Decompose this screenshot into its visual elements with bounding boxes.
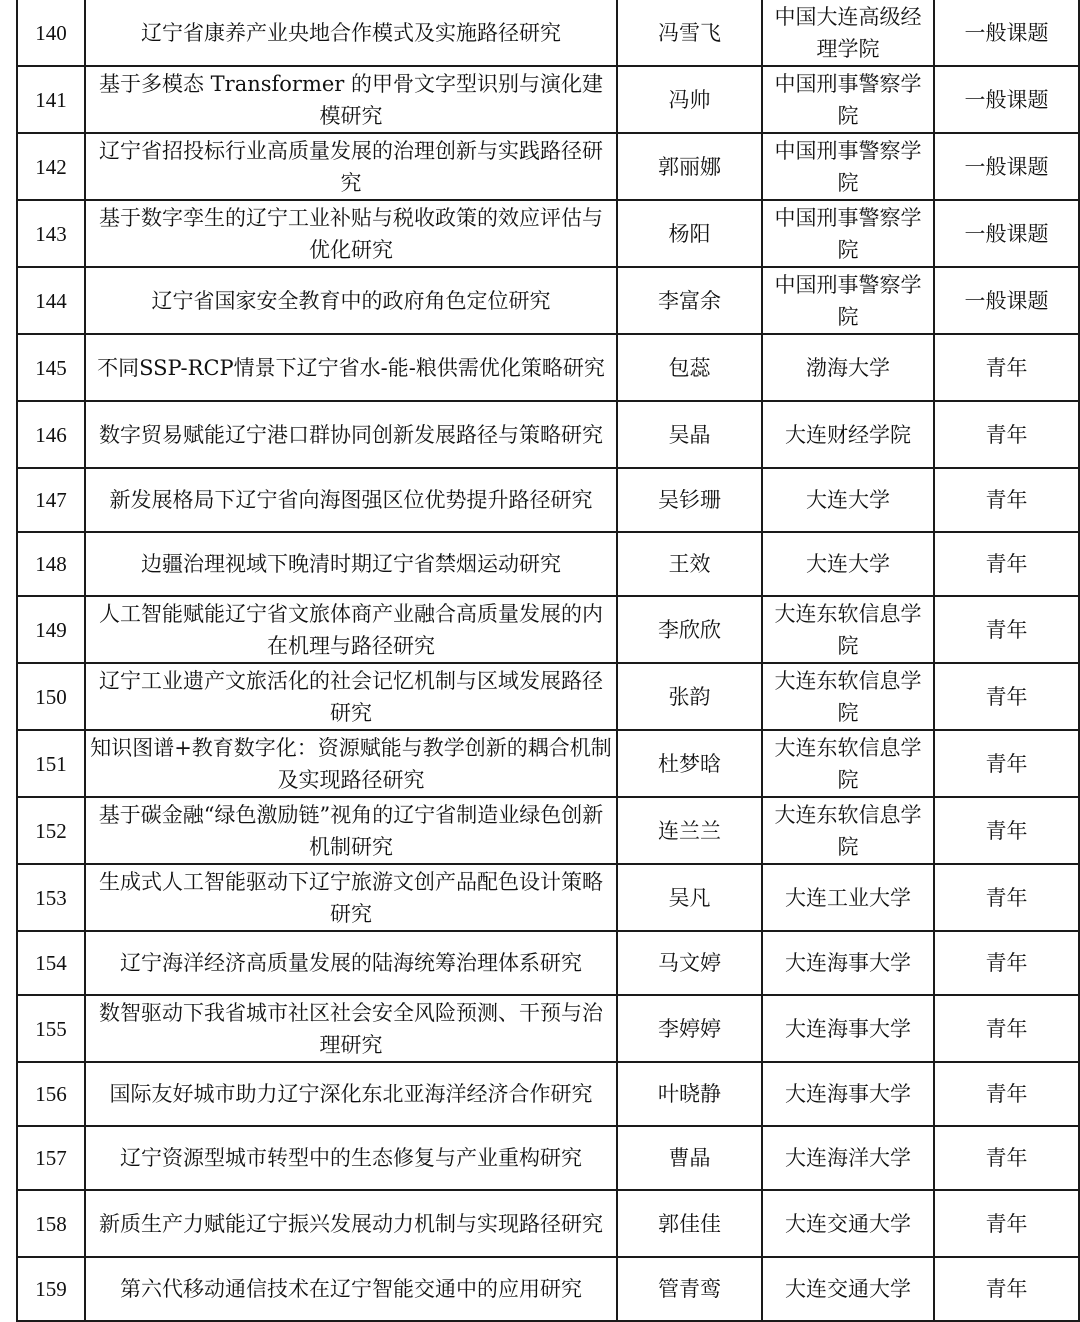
project-institution: 大连海事大学 xyxy=(762,995,934,1062)
project-institution: 大连交通大学 xyxy=(762,1257,934,1321)
project-leader: 吴钐珊 xyxy=(617,468,762,532)
project-number: 152 xyxy=(17,797,85,864)
project-leader: 杨阳 xyxy=(617,200,762,267)
project-leader: 连兰兰 xyxy=(617,797,762,864)
project-institution: 大连东软信息学院 xyxy=(762,663,934,730)
table-row xyxy=(17,66,1079,133)
project-leader: 曹晶 xyxy=(617,1126,762,1190)
table-row xyxy=(17,401,1079,468)
project-table xyxy=(16,0,1080,1322)
project-title: 新发展格局下辽宁省向海图强区位优势提升路径研究 xyxy=(85,468,617,532)
project-leader: 叶晓静 xyxy=(617,1062,762,1126)
project-title: 辽宁海洋经济高质量发展的陆海统筹治理体系研究 xyxy=(85,931,617,995)
project-number: 146 xyxy=(17,401,85,468)
project-institution: 大连海事大学 xyxy=(762,1062,934,1126)
table-row xyxy=(17,1190,1079,1257)
project-institution: 中国刑事警察学院 xyxy=(762,200,934,267)
project-category: 青年 xyxy=(934,1190,1079,1257)
project-leader: 郭丽娜 xyxy=(617,133,762,200)
project-category: 青年 xyxy=(934,663,1079,730)
table-row xyxy=(17,1126,1079,1190)
project-title: 国际友好城市助力辽宁深化东北亚海洋经济合作研究 xyxy=(85,1062,617,1126)
project-category: 青年 xyxy=(934,334,1079,401)
project-number: 145 xyxy=(17,334,85,401)
project-number: 147 xyxy=(17,468,85,532)
project-category: 青年 xyxy=(934,1062,1079,1126)
project-institution: 大连工业大学 xyxy=(762,864,934,931)
project-title: 基于多模态 Transformer 的甲骨文字型识别与演化建模研究 xyxy=(85,66,617,133)
table-row xyxy=(17,797,1079,864)
project-institution: 大连财经学院 xyxy=(762,401,934,468)
project-title: 辽宁省招投标行业高质量发展的治理创新与实践路径研究 xyxy=(85,133,617,200)
project-category: 青年 xyxy=(934,864,1079,931)
project-institution: 大连东软信息学院 xyxy=(762,797,934,864)
table-row xyxy=(17,468,1079,532)
table-row xyxy=(17,1062,1079,1126)
project-number: 159 xyxy=(17,1257,85,1321)
project-category: 青年 xyxy=(934,401,1079,468)
table-row xyxy=(17,864,1079,931)
project-title: 基于碳金融“绿色激励链”视角的辽宁省制造业绿色创新机制研究 xyxy=(85,797,617,864)
project-title: 数字贸易赋能辽宁港口群协同创新发展路径与策略研究 xyxy=(85,401,617,468)
project-number: 149 xyxy=(17,596,85,663)
project-institution: 大连海事大学 xyxy=(762,931,934,995)
project-institution: 大连东软信息学院 xyxy=(762,596,934,663)
project-institution: 大连海洋大学 xyxy=(762,1126,934,1190)
project-leader: 冯雪飞 xyxy=(617,0,762,66)
project-institution: 中国大连高级经理学院 xyxy=(762,0,934,66)
project-institution: 大连交通大学 xyxy=(762,1190,934,1257)
project-category: 青年 xyxy=(934,596,1079,663)
project-leader: 马文婷 xyxy=(617,931,762,995)
project-institution: 渤海大学 xyxy=(762,334,934,401)
table-row xyxy=(17,730,1079,797)
project-title: 新质生产力赋能辽宁振兴发展动力机制与实现路径研究 xyxy=(85,1190,617,1257)
project-number: 144 xyxy=(17,267,85,334)
project-number: 148 xyxy=(17,532,85,596)
project-number: 154 xyxy=(17,931,85,995)
table-row xyxy=(17,1257,1079,1321)
table-row xyxy=(17,931,1079,995)
project-table-body xyxy=(17,0,1079,1321)
table-row xyxy=(17,0,1079,66)
project-category: 一般课题 xyxy=(934,267,1079,334)
project-number: 158 xyxy=(17,1190,85,1257)
project-leader: 李富余 xyxy=(617,267,762,334)
project-title: 辽宁省康养产业央地合作模式及实施路径研究 xyxy=(85,0,617,66)
project-leader: 杜梦晗 xyxy=(617,730,762,797)
project-title: 数智驱动下我省城市社区社会安全风险预测、干预与治理研究 xyxy=(85,995,617,1062)
project-number: 156 xyxy=(17,1062,85,1126)
project-title: 第六代移动通信技术在辽宁智能交通中的应用研究 xyxy=(85,1257,617,1321)
project-number: 140 xyxy=(17,0,85,66)
project-category: 一般课题 xyxy=(934,200,1079,267)
project-leader: 张韵 xyxy=(617,663,762,730)
project-institution: 大连大学 xyxy=(762,532,934,596)
project-number: 142 xyxy=(17,133,85,200)
project-category: 青年 xyxy=(934,1126,1079,1190)
table-row xyxy=(17,995,1079,1062)
project-title: 生成式人工智能驱动下辽宁旅游文创产品配色设计策略研究 xyxy=(85,864,617,931)
table-row xyxy=(17,532,1079,596)
project-institution: 中国刑事警察学院 xyxy=(762,133,934,200)
project-leader: 吴晶 xyxy=(617,401,762,468)
project-number: 143 xyxy=(17,200,85,267)
table-row xyxy=(17,200,1079,267)
table-row xyxy=(17,663,1079,730)
project-category: 青年 xyxy=(934,931,1079,995)
project-leader: 冯帅 xyxy=(617,66,762,133)
project-leader: 管青鸾 xyxy=(617,1257,762,1321)
project-title: 人工智能赋能辽宁省文旅体商产业融合高质量发展的内在机理与路径研究 xyxy=(85,596,617,663)
project-category: 一般课题 xyxy=(934,66,1079,133)
project-category: 青年 xyxy=(934,995,1079,1062)
project-leader: 李欣欣 xyxy=(617,596,762,663)
project-category: 青年 xyxy=(934,532,1079,596)
project-leader: 李婷婷 xyxy=(617,995,762,1062)
project-number: 153 xyxy=(17,864,85,931)
project-leader: 王效 xyxy=(617,532,762,596)
project-category: 青年 xyxy=(934,730,1079,797)
project-institution: 中国刑事警察学院 xyxy=(762,66,934,133)
project-number: 157 xyxy=(17,1126,85,1190)
project-category: 青年 xyxy=(934,468,1079,532)
project-institution: 大连东软信息学院 xyxy=(762,730,934,797)
project-category: 一般课题 xyxy=(934,133,1079,200)
project-institution: 大连大学 xyxy=(762,468,934,532)
table-row xyxy=(17,596,1079,663)
project-category: 青年 xyxy=(934,797,1079,864)
project-institution: 中国刑事警察学院 xyxy=(762,267,934,334)
project-title: 辽宁工业遗产文旅活化的社会记忆机制与区域发展路径研究 xyxy=(85,663,617,730)
project-number: 155 xyxy=(17,995,85,1062)
table-row xyxy=(17,267,1079,334)
project-number: 141 xyxy=(17,66,85,133)
project-number: 150 xyxy=(17,663,85,730)
table-row xyxy=(17,334,1079,401)
table-row xyxy=(17,133,1079,200)
project-title: 辽宁资源型城市转型中的生态修复与产业重构研究 xyxy=(85,1126,617,1190)
project-number: 151 xyxy=(17,730,85,797)
project-title: 不同SSP-RCP情景下辽宁省水-能-粮供需优化策略研究 xyxy=(85,334,617,401)
project-title: 基于数字孪生的辽宁工业补贴与税收政策的效应评估与优化研究 xyxy=(85,200,617,267)
project-title: 知识图谱+教育数字化：资源赋能与教学创新的耦合机制及实现路径研究 xyxy=(85,730,617,797)
project-title: 辽宁省国家安全教育中的政府角色定位研究 xyxy=(85,267,617,334)
project-leader: 郭佳佳 xyxy=(617,1190,762,1257)
project-title: 边疆治理视域下晚清时期辽宁省禁烟运动研究 xyxy=(85,532,617,596)
project-leader: 吴凡 xyxy=(617,864,762,931)
project-leader: 包蕊 xyxy=(617,334,762,401)
project-category: 青年 xyxy=(934,1257,1079,1321)
project-category: 一般课题 xyxy=(934,0,1079,66)
